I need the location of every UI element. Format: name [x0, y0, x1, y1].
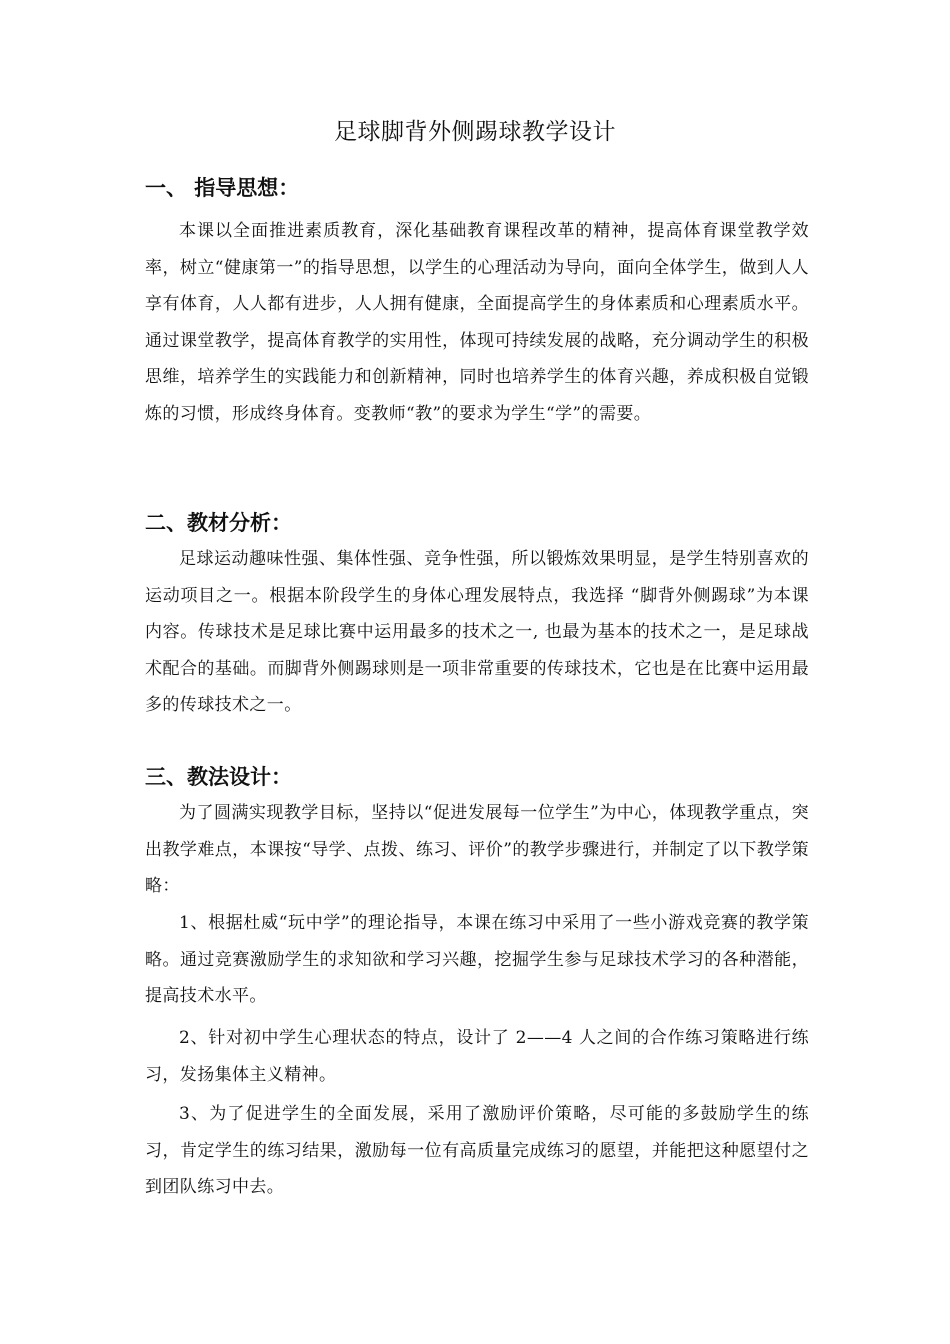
paragraph-teaching-method-intro: 为了圆满实现教学目标，坚持以“促进发展每一位学生”为中心，体现教学重点，突出教学难点，本课按“导学、点拨、练习、评价”的教学步骤进行，并制定了以下教学策略：: [145, 803, 809, 896]
paragraph-strategy-2: 2、针对初中学生心理状态的特点，设计了 2——4 人之间的合作练习策略进行练习，发扬集体主义精神。: [145, 1028, 809, 1085]
paragraph-strategy-3: 3、为了促进学生的全面发展，采用了激励评价策略，尽可能的多鼓励学生的练习，肯定学生的练习结果，激励每一位有高质量完成练习的愿望，并能把这种愿望付之到团队练习中去。: [145, 1104, 809, 1197]
section-heading-material-analysis: 二、教材分析：: [145, 511, 292, 535]
section-heading-teaching-method: 三、教法设计：: [145, 765, 292, 789]
document-title: 足球脚背外侧踢球教学设计: [334, 119, 616, 145]
paragraph-material-analysis: 足球运动趣味性强、集体性强、竞争性强，所以锻炼效果明显，是学生特别喜欢的运动项目之一。根据本阶段学生的身体心理发展特点，我选择 “脚背外侧踢球”为本课内容。传球技术是足球比赛中运用最多的技术之一, 也最为基本的技术之一，是足球战术配合的基础。而脚背外侧踢球则是一项非常重要的传球技术，它也是在比赛中运用最多的传球技术之一。: [145, 549, 809, 715]
paragraph-strategy-1: 1、根据杜威“玩中学”的理论指导，本课在练习中采用了一些小游戏竞赛的教学策略。通过竞赛激励学生的求知欲和学习兴趣，挖掘学生参与足球技术学习的各种潜能，提高技术水平。: [145, 913, 809, 1006]
paragraph-guiding-ideology: 本课以全面推进素质教育，深化基础教育课程改革的精神，提高体育课堂教学效率，树立“健康第一”的指导思想，以学生的心理活动为导向，面向全体学生，做到人人享有体育，人人都有进步，人人拥有健康，全面提高学生的身体素质和心理素质水平。通过课堂教学，提高体育教学的实用性，体现可持续发展的战略，充分调动学生的积极思维，培养学生的实践能力和创新精神，同时也培养学生的体育兴趣，养成积极自觉锻炼的习惯，形成终身体育。变教师“教”的要求为学生“学”的需要。: [145, 221, 809, 424]
section-heading-guiding-ideology: 一、 指导思想：: [145, 176, 300, 200]
